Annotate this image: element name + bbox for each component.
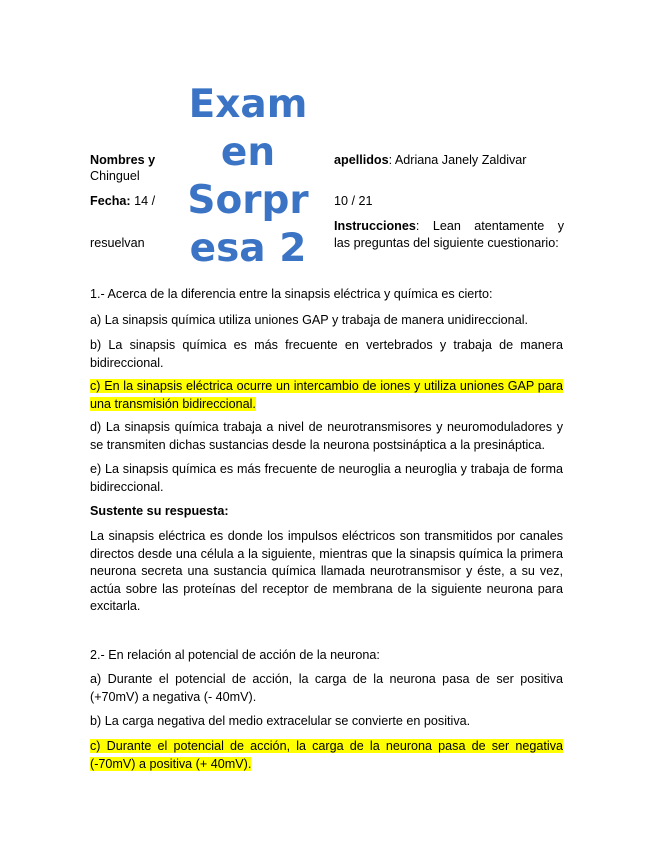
fecha-label: Fecha: [90, 194, 131, 208]
fecha-day: 14 / [130, 194, 156, 208]
q1-option-b: b) La sinapsis química es más frecuente en vertebrados y trabaja de manera bidireccional. [90, 338, 563, 370]
q2-option-b: b) La carga negativa del medio extracelular se convierte en positiva. [90, 714, 471, 728]
instructions-line1 [334, 218, 564, 235]
q2-question: 2.- En relación al potencial de acción de la neurona: [90, 648, 380, 662]
q1-support-label: Sustente su respuesta: [90, 504, 229, 518]
q2-option-a: a) Durante el potencial de acción, la carga de la neurona pasa de ser positiva (+70mV) a negativa (- 40mV). [90, 672, 563, 704]
instructions-text: : Lean atentamente y [415, 219, 564, 233]
q2-option-c-text: c) Durante el potencial de acción, la carga de la neurona pasa de ser negativa (-70mV) a positiva (+ 40mV). [90, 739, 563, 771]
instructions-line2: las preguntas del siguiente cuestionario: [334, 236, 559, 250]
nombres-label: Nombres y [90, 153, 156, 167]
q1-option-e: e) La sinapsis química es más frecuente de neuroglia a neuroglia y trabaja de forma bidireccional. [90, 462, 563, 494]
q1-option-d: d) La sinapsis química trabaja a nivel de neurotransmisores y neuromoduladores y se transmiten dichas sustancias desde la neurona postsináptica a la presináptica. [90, 420, 563, 452]
instructions-label: Instrucciones [334, 219, 416, 233]
q1-option-c-text: c) En la sinapsis eléctrica ocurre un intercambio de iones y utiliza uniones GAP para una transmisión bidireccional. [90, 379, 563, 411]
q1-option-a: a) La sinapsis química utiliza uniones GAP y trabaja de manera unidireccional. [90, 313, 528, 327]
name-value: : Adriana Janely Zaldivar [388, 153, 527, 167]
name-line [334, 152, 527, 169]
instructions-left: resuelvan [90, 236, 145, 250]
title-line: en [220, 130, 276, 175]
q2-option-c [90, 738, 563, 773]
apellidos-label: apellidos [334, 153, 389, 167]
q1-question: 1.- Acerca de la diferencia entre la sinapsis eléctrica y química es cierto: [90, 287, 493, 301]
fecha-line [90, 193, 155, 210]
q1-support-text: La sinapsis eléctrica es donde los impulsos eléctricos son transmitidos por canales directos desde una célula a la siguiente, mientras que la sinapsis química la primera neurona secreta una sustancia química llamada neurotransmisor y éste, a su vez, actúa sobre las proteínas del receptor de membrana de la siguiente neurona para excitarla. [90, 529, 563, 613]
name-continuation: Chinguel [90, 169, 140, 183]
title-line: Exam [188, 82, 308, 127]
title-line: Sorpr [187, 178, 309, 223]
fecha-rest: 10 / 21 [334, 194, 373, 208]
exam-title [178, 81, 318, 273]
q1-option-c [90, 378, 563, 413]
title-line: esa 2 [189, 226, 307, 271]
